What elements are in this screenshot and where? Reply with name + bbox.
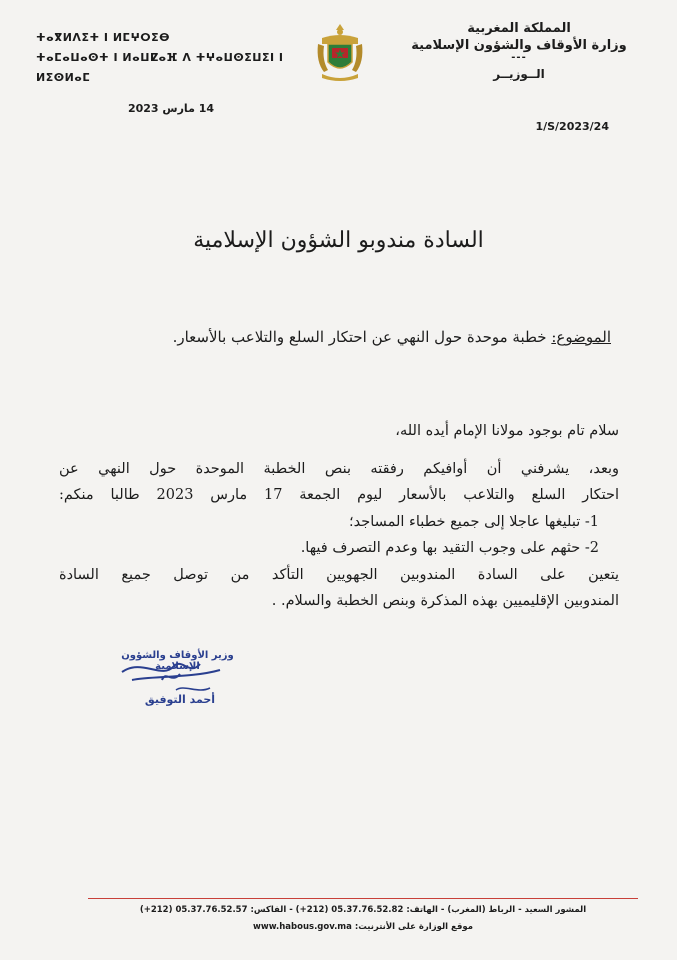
signature-title: وزير الأوقاف والشؤون الإسلامية [121, 650, 234, 672]
footer-website: موقع الوزارة على الأنترنيت: www.habous.gov.ma [253, 922, 473, 932]
paragraph-2-line-1: يتعين على السادة المندوبين الجهويين التأكد من توصل جميع السادة [59, 566, 619, 583]
tifinagh-kingdom: ⵜⴰⴳⵍⴷⵉⵜ ⵏ ⵍⵎⵖⵔⵉⴱ [36, 31, 171, 44]
signatory-name: أحمد التوفيق [144, 693, 216, 706]
header-separator: --- [511, 52, 527, 63]
subject-line [91, 328, 611, 346]
list-item-1: 1- تبليغها عاجلا إلى جميع خطباء المساجد؛ [349, 513, 599, 530]
reference-number: 1/S/2023/24 [535, 120, 609, 133]
coat-of-arms-emblem [314, 22, 366, 84]
ministry-title: وزارة الأوقاف والشؤون الإسلامية [411, 38, 627, 53]
list-item-2: 2- حثهم على وجوب التقيد بها وعدم التصرف فيها. [300, 540, 599, 556]
tifinagh-ministry: ⵜⴰⵎⴰⵡⴰⵙⵜ ⵏ ⵍⴰⵡⵇⴰⴼ ⴷ ⵜⵖⴰⵡⵙⵉⵡⵉⵏ ⵏ ⵍⵉⵙⵍⴰⵎ [36, 51, 284, 84]
greeting: سلام تام بوجود مولانا الإمام أيده الله، [395, 423, 619, 439]
letter-date: 14 مارس 2023 [127, 102, 215, 115]
minister-title: الــوزيــر [493, 67, 545, 81]
footer-address: المشور السعيد - الرباط (المغرب) - الهاتف: 05.37.76.52.82 (212+) - الفاكس: 05.37.76.52.57 (212+) [139, 905, 587, 915]
letterhead-tifinagh [36, 28, 306, 88]
subject-label: الموضوع: [551, 328, 611, 346]
letterhead-arabic [399, 20, 639, 83]
kingdom-title: المملكة المغربية [467, 21, 571, 36]
addressee-heading: السادة مندوبو الشؤون الإسلامية [193, 228, 484, 253]
subject-text: خطبة موحدة حول النهي عن احتكار السلع والتلاعب بالأسعار. [172, 328, 552, 346]
letter-body [59, 418, 619, 615]
paragraph-2-line-2: المندوبين الإقليميين بهذه المذكرة وبنص الخطبة والسلام. . [271, 593, 619, 609]
paragraph-1-line-2: احتكار السلع والتلاعب بالأسعار ليوم الجمعة 17 مارس 2023 طالبا منكم: [59, 487, 620, 503]
footer-rule [88, 898, 638, 899]
paragraph-1-line-1: وبعد، يشرفني أن أوافيكم رفقته بنص الخطبة الموحدة حول النهي عن [59, 460, 619, 477]
